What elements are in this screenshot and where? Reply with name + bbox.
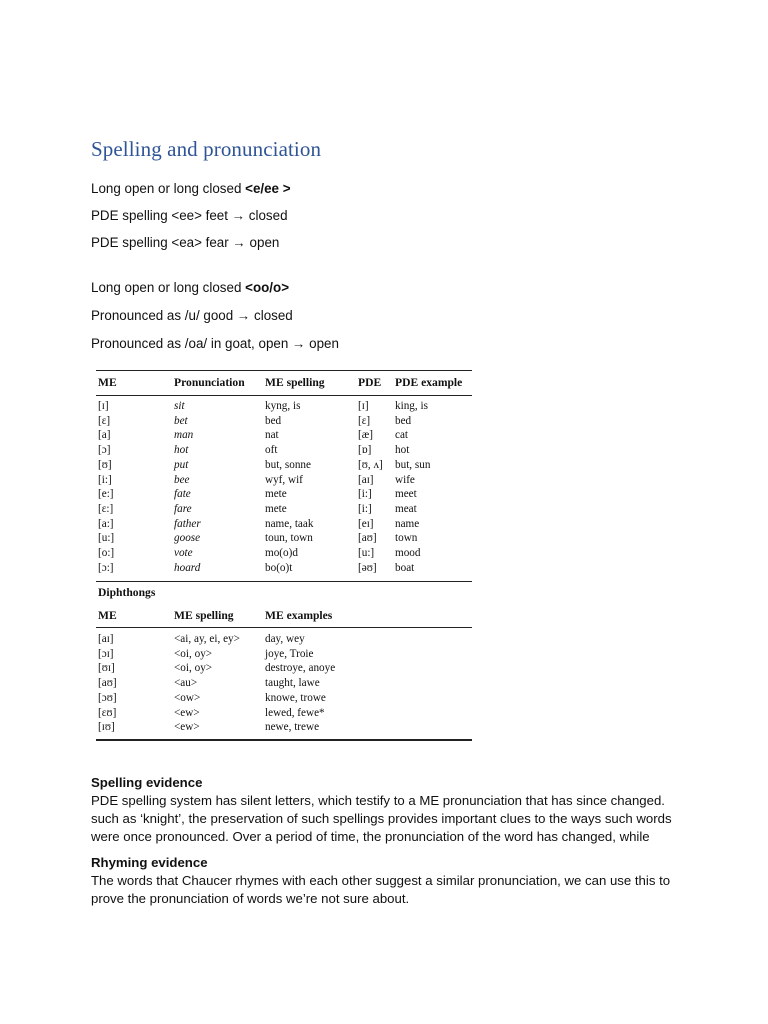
vowel-cell-pronunciation: put — [174, 458, 189, 471]
intro-line-text: Long open or long closed — [91, 280, 246, 295]
diphthong-cell-me-examples: newe, trewe — [265, 721, 320, 734]
diphthong-cell-me-spelling: <ew> — [174, 721, 200, 734]
diphthong-cell-me-examples: knowe, trowe — [265, 691, 326, 704]
col-header-pronunciation: Pronunciation — [174, 376, 245, 389]
vowel-cell-pde-example: meet — [395, 488, 417, 501]
vowel-cell-pronunciation: hoard — [174, 561, 201, 574]
vowel-cell-pronunciation: vote — [174, 547, 193, 559]
diph-col-header-me-examples: ME examples — [265, 609, 333, 622]
intro-line — [91, 181, 291, 196]
vowel-cell-me-spelling: bo(o)t — [265, 561, 293, 574]
vowel-table-bottom-rule — [96, 581, 472, 582]
diphthong-cell-me-examples: lewed, fewe* — [265, 706, 325, 719]
rhyming-evidence-heading: Rhyming evidence — [91, 855, 208, 870]
vowel-cell-pde-example: boat — [395, 561, 415, 574]
intro-line — [91, 280, 289, 295]
vowel-cell-pronunciation: fate — [174, 488, 191, 501]
vowel-cell-pde: [ɒ] — [358, 444, 372, 457]
vowel-cell-pronunciation: hot — [174, 444, 189, 457]
vowel-cell-me: [a] — [98, 429, 111, 442]
vowel-cell-me: [i:] — [98, 473, 112, 486]
diphthong-cell-me-examples: day, wey — [265, 633, 305, 645]
vowel-cell-pde-example: hot — [395, 444, 410, 457]
vowel-cell-pronunciation: sit — [174, 400, 185, 412]
vowel-cell-pde-example: name — [395, 517, 420, 530]
intro-line — [91, 208, 288, 223]
vowel-cell-pde: [aɪ] — [358, 473, 374, 486]
vowel-cell-pde: [i:] — [358, 488, 372, 501]
diph-col-header-me-spelling: ME spelling — [174, 609, 234, 622]
diphthong-cell-me: [ɔɪ] — [98, 647, 114, 660]
header-rule — [96, 395, 472, 396]
intro-line-text: Pronounced as /oa/ in goat, open → open — [91, 336, 339, 351]
table-bottom-rule — [96, 739, 472, 741]
vowel-cell-pde: [ɛ] — [358, 414, 371, 427]
diphthong-cell-me-spelling: <ew> — [174, 706, 200, 719]
vowel-cell-pde: [əʊ] — [358, 561, 377, 574]
vowel-cell-pde: [ʊ, ʌ] — [358, 458, 383, 471]
vowel-cell-me: [ʊ] — [98, 458, 112, 471]
spelling-evidence-body: PDE spelling system has silent letters, which testify to a ME pronunciation that has since changed. such as ‘knight’, the preservation of such spellings provides important clues to the ways such words were once pronounced. Over a period of time, the pronunciation of the word has changed, while — [91, 793, 672, 844]
vowel-cell-me: [e:] — [98, 488, 114, 501]
vowel-cell-me: [ɛ:] — [98, 502, 114, 515]
diph-col-header-me: ME — [98, 609, 117, 622]
vowel-cell-pde: [ɪ] — [358, 400, 369, 412]
vowel-cell-me: [u:] — [98, 532, 115, 545]
diphthong-cell-me-examples: joye, Troie — [265, 647, 314, 660]
diphthong-cell-me: [ɔʊ] — [98, 691, 117, 704]
diphthong-cell-me-spelling: <oi, oy> — [174, 647, 213, 660]
vowel-cell-pronunciation: goose — [174, 532, 201, 545]
vowel-cell-pronunciation: fare — [174, 502, 192, 515]
vowel-cell-me-spelling: mo(o)d — [265, 547, 298, 559]
diphthong-cell-me-examples: destroye, anoye — [265, 662, 336, 675]
vowel-cell-me: [ɛ] — [98, 414, 111, 427]
vowel-cell-pde: [i:] — [358, 502, 372, 515]
vowel-cell-me: [ɔ:] — [98, 561, 114, 574]
diphthong-cell-me: [aʊ] — [98, 677, 117, 690]
intro-line-text: PDE spelling <ee> feet → closed — [91, 208, 288, 223]
vowel-cell-pde-example: bed — [395, 414, 412, 427]
vowel-cell-pde-example: town — [395, 532, 418, 545]
diphthongs-caption: Diphthongs — [98, 586, 156, 599]
vowel-cell-me: [a:] — [98, 517, 114, 530]
vowel-cell-me-spelling: mete — [265, 502, 287, 515]
vowel-cell-pronunciation: bee — [174, 473, 190, 486]
col-header-pde-example: PDE example — [395, 376, 463, 389]
vowel-cell-me: [ɔ] — [98, 444, 111, 457]
vowel-cell-me-spelling: oft — [265, 444, 278, 457]
diphthong-cell-me: [ʊɪ] — [98, 662, 115, 675]
intro-line-text: PDE spelling <ea> fear → open — [91, 235, 280, 250]
vowel-cell-pde-example: meat — [395, 502, 417, 515]
col-header-me: ME — [98, 376, 117, 389]
vowel-cell-me-spelling: wyf, wif — [265, 473, 303, 486]
intro-line-bold: <oo/o> — [245, 280, 290, 295]
intro-line-bold: <e/ee > — [245, 181, 291, 196]
vowel-cell-me-spelling: name, taak — [265, 517, 314, 530]
diphthong-cell-me-spelling: <au> — [174, 677, 198, 690]
table-top-rule — [96, 370, 472, 371]
vowel-cell-pde-example: king, is — [395, 400, 428, 412]
vowel-cell-pde-example: cat — [395, 429, 409, 442]
col-header-me-spelling: ME spelling — [265, 376, 325, 389]
intro-line-text: Pronounced as /u/ good → closed — [91, 308, 293, 323]
vowel-cell-pde: [u:] — [358, 547, 375, 559]
col-header-pde: PDE — [358, 376, 382, 389]
vowel-cell-pde: [eɪ] — [358, 517, 374, 530]
intro-line — [91, 235, 279, 250]
diphthong-cell-me-spelling: <ow> — [174, 691, 201, 704]
vowel-cell-pde: [æ] — [358, 429, 373, 442]
spelling-evidence-heading: Spelling evidence — [91, 775, 203, 790]
vowel-cell-me-spelling: toun, town — [265, 532, 313, 545]
diphthong-cell-me-spelling: <oi, oy> — [174, 662, 213, 675]
vowel-cell-pde-example: wife — [395, 473, 415, 486]
vowel-cell-me: [ɪ] — [98, 400, 109, 412]
diphthong-cell-me: [ɛʊ] — [98, 706, 117, 719]
vowel-cell-pronunciation: father — [174, 517, 201, 530]
vowel-cell-me-spelling: but, sonne — [265, 458, 311, 471]
vowel-cell-me-spelling: nat — [265, 429, 279, 442]
diphthong-cell-me: [ɪʊ] — [98, 721, 115, 734]
vowel-cell-pronunciation: man — [174, 429, 194, 442]
diphthong-cell-me-examples: taught, lawe — [265, 677, 320, 690]
diphthong-cell-me-spelling: <ai, ay, ei, ey> — [174, 633, 240, 645]
intro-line-text: Long open or long closed — [91, 181, 246, 196]
pronunciation-table-figure — [96, 370, 472, 742]
rhyming-evidence-body: The words that Chaucer rhymes with each other suggest a similar pronunciation, we can use this to prove the pronunciation of words we’re not sure about. — [91, 873, 671, 906]
diphthong-cell-me: [aɪ] — [98, 633, 114, 645]
vowel-cell-me-spelling: mete — [265, 488, 287, 501]
vowel-cell-pde: [aʊ] — [358, 532, 377, 545]
vowel-cell-me-spelling: kyng, is — [265, 400, 301, 412]
intro-line — [91, 336, 339, 351]
vowel-cell-pronunciation: bet — [174, 414, 188, 427]
page-title: Spelling and pronunciation — [91, 137, 322, 161]
vowel-cell-me: [o:] — [98, 547, 115, 559]
diph-header-rule — [96, 627, 472, 628]
vowel-cell-pde-example: mood — [395, 547, 421, 559]
intro-line — [91, 308, 293, 323]
vowel-cell-me-spelling: bed — [265, 414, 282, 427]
vowel-cell-pde-example: but, sun — [395, 458, 431, 471]
